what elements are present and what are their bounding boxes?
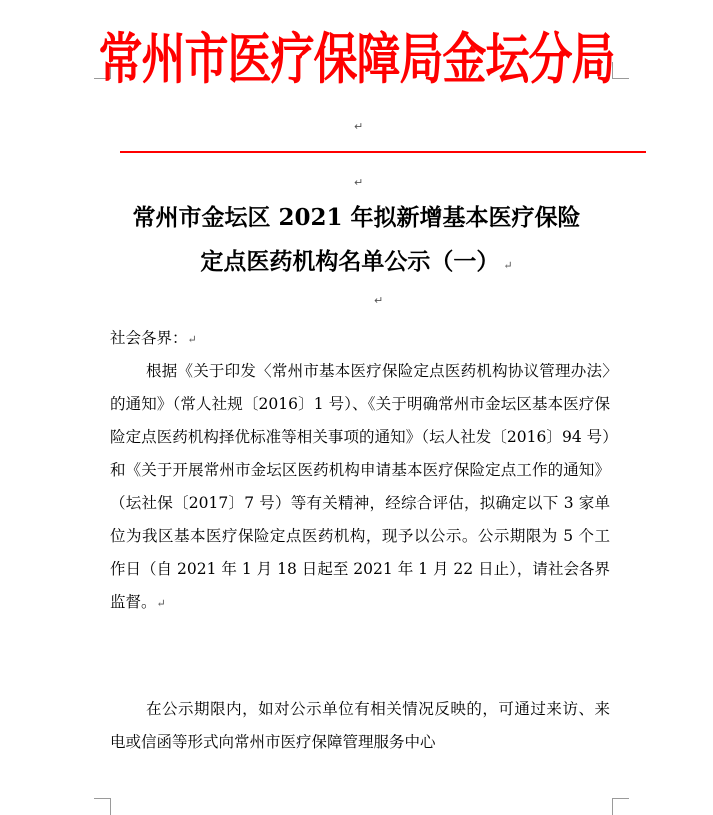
body-paragraph-2 <box>110 693 610 759</box>
document-title-line1 <box>0 202 713 234</box>
paragraph-mark: ↵ <box>374 294 384 307</box>
title-text-2: 定点医药机构名单公示（一） <box>200 248 500 275</box>
paragraph-mark: ↵ <box>354 176 364 189</box>
paragraph-mark: ↵ <box>354 120 364 133</box>
title-text-1: 常州市金坛区 2021 年拟新增基本医疗保险 <box>132 204 581 231</box>
margin-corner-bottom-left <box>94 798 111 815</box>
margin-corner-bottom-right <box>612 798 629 815</box>
paragraph-mark: ↵ <box>187 333 197 346</box>
red-separator-line <box>120 151 646 153</box>
paragraph-2-text: 在公示期限内，如对公示单位有相关情况反映的，可通过来访、来电或信函等形式向常州市医疗保障管理服务中心 <box>110 700 610 751</box>
paragraph-mark: ↵ <box>156 597 166 610</box>
salutation <box>110 322 610 356</box>
paragraph-1-text: 根据《关于印发〈常州市基本医疗保险定点医药机构协议管理办法〉的通知》（常人社规〔2016〕1 号）、《关于明确常州市金坛区基本医疗保险定点医药机构择优标准等相关事项的通知》（坛人社发〔2016〕94 号）和《关于开展常州市金坛区医药机构申请基本医疗保险定点工作的通知》（坛社保〔2017〕7 号）等有关精神，经综合评估，拟确定以下 3 家单位为我区基本医疗保险定点医药机构，现予以公示。公示期限为 5 个工作日（自 2021 年 1 月 18 日起至 2021 年 1 月 22 日止），请社会各界监督。 <box>110 362 611 611</box>
document-masthead: 常州市医疗保障局金坛分局 <box>98 28 615 92</box>
salutation-text: 社会各界： <box>110 329 188 347</box>
body-paragraph-1 <box>110 355 610 620</box>
paragraph-mark: ↵ <box>503 259 513 272</box>
document-title-line2 <box>0 246 713 282</box>
